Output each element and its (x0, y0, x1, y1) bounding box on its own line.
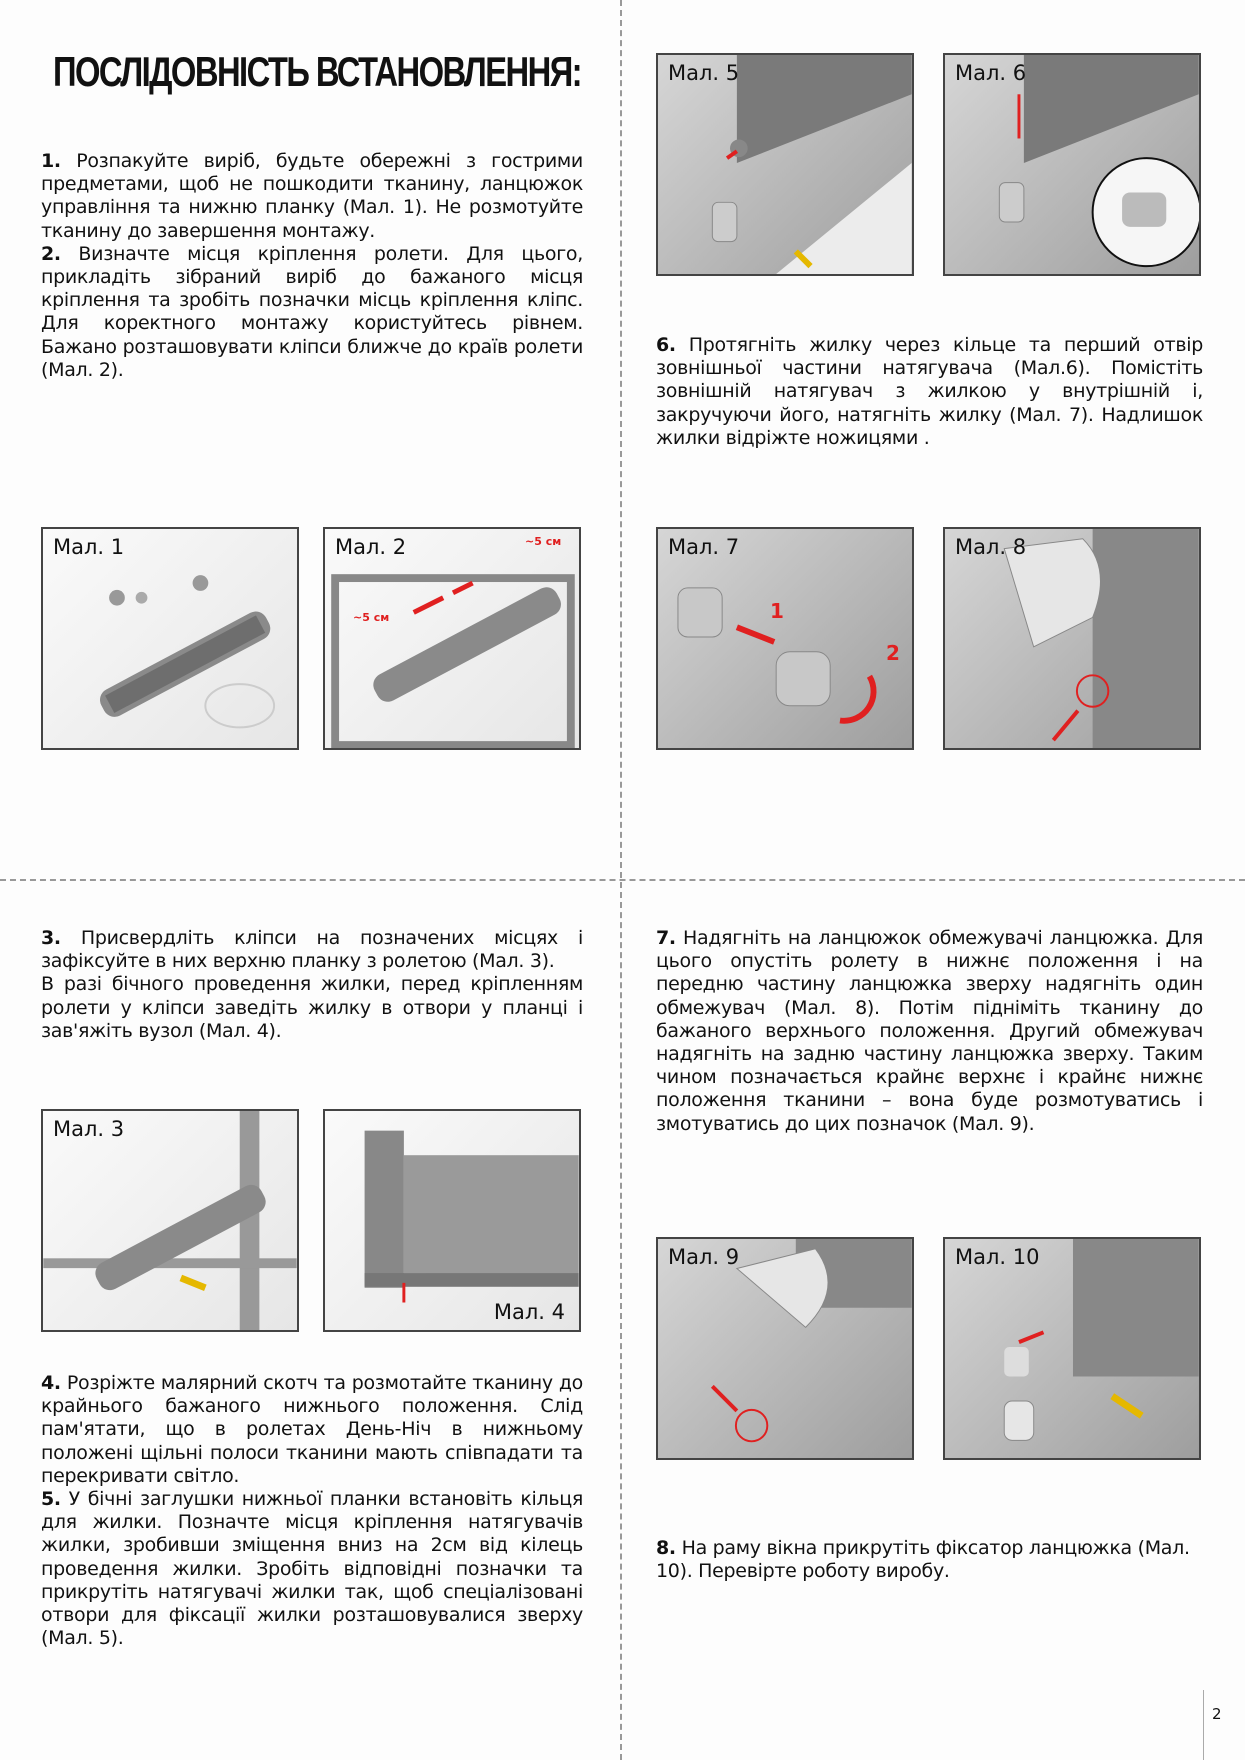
figure-label: Мал. 9 (668, 1245, 740, 1269)
tensioner-mount-illustration (658, 55, 912, 274)
side-line-illustration (325, 1111, 579, 1330)
step-3 (41, 927, 583, 1043)
step-7-text: Надягніть на ланцюжок обмежувачі ланцюжка. Для цього опустіть ролету в нижнє положення і на передню частину ланцюжка зверху надягніть один обмежувач (Мал. 8). Потім підніміть тканину до бажаного верхнього положення. Другий обмежувач надягніть на задню частину ланцюжка зверху. Таким чином позначається крайнє верхнє і крайнє нижнє положення тканини – вона буде розмотуватись і змотуватись до цих позначок (Мал. 9). (656, 927, 1203, 1135)
chain-fixer-illustration (945, 1239, 1199, 1458)
page-number-rule (1203, 1690, 1204, 1760)
figure-label: Мал. 5 (668, 61, 740, 85)
page-title: ПОСЛІДОВНІСТЬ ВСТАНОВЛЕННЯ: (53, 48, 582, 95)
step-number: 6. (656, 334, 676, 356)
dimension-label: ~5 см (353, 611, 390, 624)
step-number: 1. (41, 150, 61, 172)
step-number: 3. (41, 927, 61, 949)
step-marker: 2 (886, 641, 900, 665)
figure-9 (656, 1237, 914, 1460)
chain-stopper-detail-illustration (658, 1239, 912, 1458)
figure-8 (943, 527, 1201, 750)
step-3-text: Присвердліть кліпси на позначених місцях і зафіксуйте в них верхню планку з ролетою (Мал. 3). (41, 927, 583, 973)
step-number: 5. (41, 1488, 61, 1511)
step-8 (656, 1537, 1203, 1583)
figure-label: Мал. 2 (335, 535, 407, 559)
step-marker: 1 (770, 599, 784, 623)
figure-label: Мал. 7 (668, 535, 740, 559)
figure-7 (656, 527, 914, 750)
figure-2 (323, 527, 581, 750)
step-2-text: Визначте місця кріплення ролети. Для цього, прикладіть зібраний виріб до бажаного місця кріплення та зробіть позначки місць кріплення кліпс. Для коректного монтажу користуйтесь рівнем. Бажано розташовувати кліпси ближче до країв ролети (Мал. 2). (41, 242, 583, 381)
step-6 (656, 334, 1203, 450)
page-number: 2 (1212, 1705, 1222, 1723)
line-threading-illustration (945, 55, 1199, 274)
figure-5 (656, 53, 914, 276)
figure-3 (41, 1109, 299, 1332)
figure-label: Мал. 4 (493, 1300, 565, 1324)
step-6-text: Протягніть жилку через кільце та перший отвір зовнішньої частини натягувача (Мал.6). Помістіть зовнішній натягувач з жилкою у внутрішній і, закручуючи його, натягніть жилку (Мал. 7). Надлишок жилки відріжте ножицями . (656, 334, 1203, 449)
figure-label: Мал. 6 (955, 61, 1027, 85)
bracket-mount-illustration (43, 1111, 297, 1330)
figure-label: Мал. 8 (955, 535, 1027, 559)
step-4-text: Розріжте малярний скотч та розмотайте тканину до крайнього бажаного нижнього положення. Слід пам'ятати, що в ролетах День-Ніч в нижньому положені щільні полоси тканини мають співпадати та перекривати світло. (41, 1372, 584, 1487)
figure-label: Мал. 10 (955, 1245, 1040, 1269)
figure-10 (943, 1237, 1201, 1460)
figure-label: Мал. 1 (53, 535, 125, 559)
step-7 (656, 927, 1203, 1136)
steps-4-5 (41, 1372, 583, 1650)
step-3b-text: В разі бічного проведення жилки, перед кріпленням ролети у кліпси заведіть жилку в отвори у планці і зав'яжіть вузол (Мал. 4). (41, 973, 583, 1042)
step-1-text: Розпакуйте виріб, будьте обережні з гострими предметами, щоб не пошкодити тканину, ланцюжок управління та нижню планку (Мал. 1). Не розмотуйте тканину до завершення монтажу. (41, 150, 583, 242)
step-number: 8. (656, 1537, 676, 1559)
figure-label: Мал. 3 (53, 1117, 125, 1141)
step-5-text: У бічні заглушки нижньої планки встановіть кільця для жилки. Позначте місця кріплення натягувачів жилки, зробивши зміщення вниз на 2см від кілець проведення жилки. Зробіть відповідні позначки та прикрутіть натягувачі жилки так, щоб спеціалізовані отвори для фіксації жилки розташовувалися зверху (Мал. 5). (41, 1488, 583, 1650)
blind-parts-illustration (43, 529, 297, 748)
blind-placement-illustration (325, 529, 579, 748)
row-divider (0, 879, 1245, 881)
step-number: 4. (41, 1372, 61, 1394)
chain-stopper-illustration (945, 529, 1199, 748)
tensioner-assembly-illustration (658, 529, 912, 748)
figure-1 (41, 527, 299, 750)
step-8-text: На раму вікна прикрутіть фіксатор ланцюжка (Мал. 10). Перевірте роботу виробу. (656, 1537, 1190, 1583)
step-number: 2. (41, 242, 61, 265)
steps-1-2 (41, 150, 583, 382)
figure-6 (943, 53, 1201, 276)
figure-4 (323, 1109, 581, 1332)
step-number: 7. (656, 927, 676, 949)
dimension-label: ~5 см (525, 535, 562, 548)
